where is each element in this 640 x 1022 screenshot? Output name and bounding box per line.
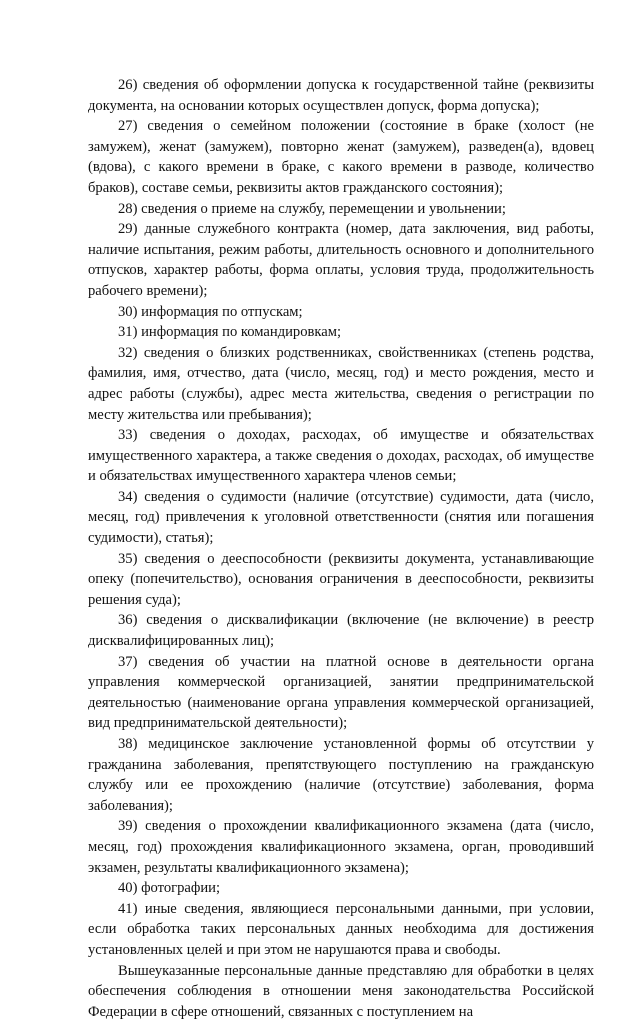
paragraph-item-39: 39) сведения о прохождении квалификационного экзамена (дата (число, месяц, год) прохождения квалификационного экзамена, орган, проводивший экзамен, результаты квалификационного экзамена);: [88, 818, 594, 876]
paragraph-item-30: 30) информация по отпускам;: [118, 303, 303, 320]
paragraph-consent: Вышеуказанные персональные данные представляю для обработки в целях обеспечения соблюдения в отношении меня законодательства Российской Федерации в сфере отношений, связанных с поступлением на: [88, 962, 594, 1020]
paragraph-item-36: 36) сведения о дисквалификации (включение (не включение) в реестр дисквалифицированных лиц);: [88, 612, 594, 650]
paragraph-item-33: 33) сведения о доходах, расходах, об имуществе и обязательствах имущественного характера, а также сведения о доходах, расходах, об имуществе и обязательствах имущественного характера членов семьи;: [88, 427, 594, 485]
document-page: [88, 75, 594, 1022]
paragraph-item-38: 38) медицинское заключение установленной формы об отсутствии у гражданина заболевания, препятствующего поступлению на гражданскую службу или ее прохождению (наличие (отсутствие) заболевания, форма заболевания);: [88, 736, 594, 814]
paragraph-item-26: 26) сведения об оформлении допуска к государственной тайне (реквизиты документа, на основании которых осуществлен допуск, форма допуска);: [88, 77, 594, 114]
paragraph-item-40: 40) фотографии;: [118, 880, 221, 897]
paragraph-item-41: 41) иные сведения, являющиеся персональными данными, при условии, если обработка таких персональных данных необходима для достижения установленных целей и при этом не нарушаются права и свободы.: [88, 900, 594, 958]
paragraph-item-34: 34) сведения о судимости (наличие (отсутствие) судимости, дата (число, месяц, год) привлечения к уголовной ответственности (снятия или погашения судимости), статья);: [88, 488, 594, 547]
paragraph-item-28: 28) сведения о приеме на службу, перемещении и увольнении;: [118, 200, 506, 217]
paragraph-item-35: 35) сведения о дееспособности (реквизиты документа, устанавливающие опеку (попечительство), основания ограничения в дееспособности, реквизиты решения суда);: [88, 550, 594, 608]
paragraph-item-27: 27) сведения о семейном положении (состояние в браке (холост (не замужем), женат (замужем), повторно женат (замужем), разведен(а), вдовец (вдова), с какого времени в браке, с какого времени в разводе, количество браков), составе семьи, реквизиты актов гражданского состояния);: [88, 118, 594, 196]
paragraph-item-31: 31) информация по командировкам;: [118, 324, 342, 341]
paragraph-item-29: 29) данные служебного контракта (номер, дата заключения, вид работы, наличие испытания, режим работы, длительность основного и дополнительного отпусков, характер работы, форма оплаты, условия труда, продолжительность рабочего времени);: [88, 221, 594, 299]
paragraph-item-32: 32) сведения о близких родственниках, свойственниках (степень родства, фамилия, имя, отчество, дата (число, месяц, год) и место рождения, место и адрес работы (службы), адрес места жительства, сведения о регистрации по месту жительства или пребывания);: [88, 344, 594, 423]
paragraph-item-37: 37) сведения об участии на платной основе в деятельности органа управления коммерческой организацией, занятии предпринимательской деятельностью (наименование органа управления коммерческой организацией, вид предпринимательской деятельности);: [88, 653, 594, 732]
